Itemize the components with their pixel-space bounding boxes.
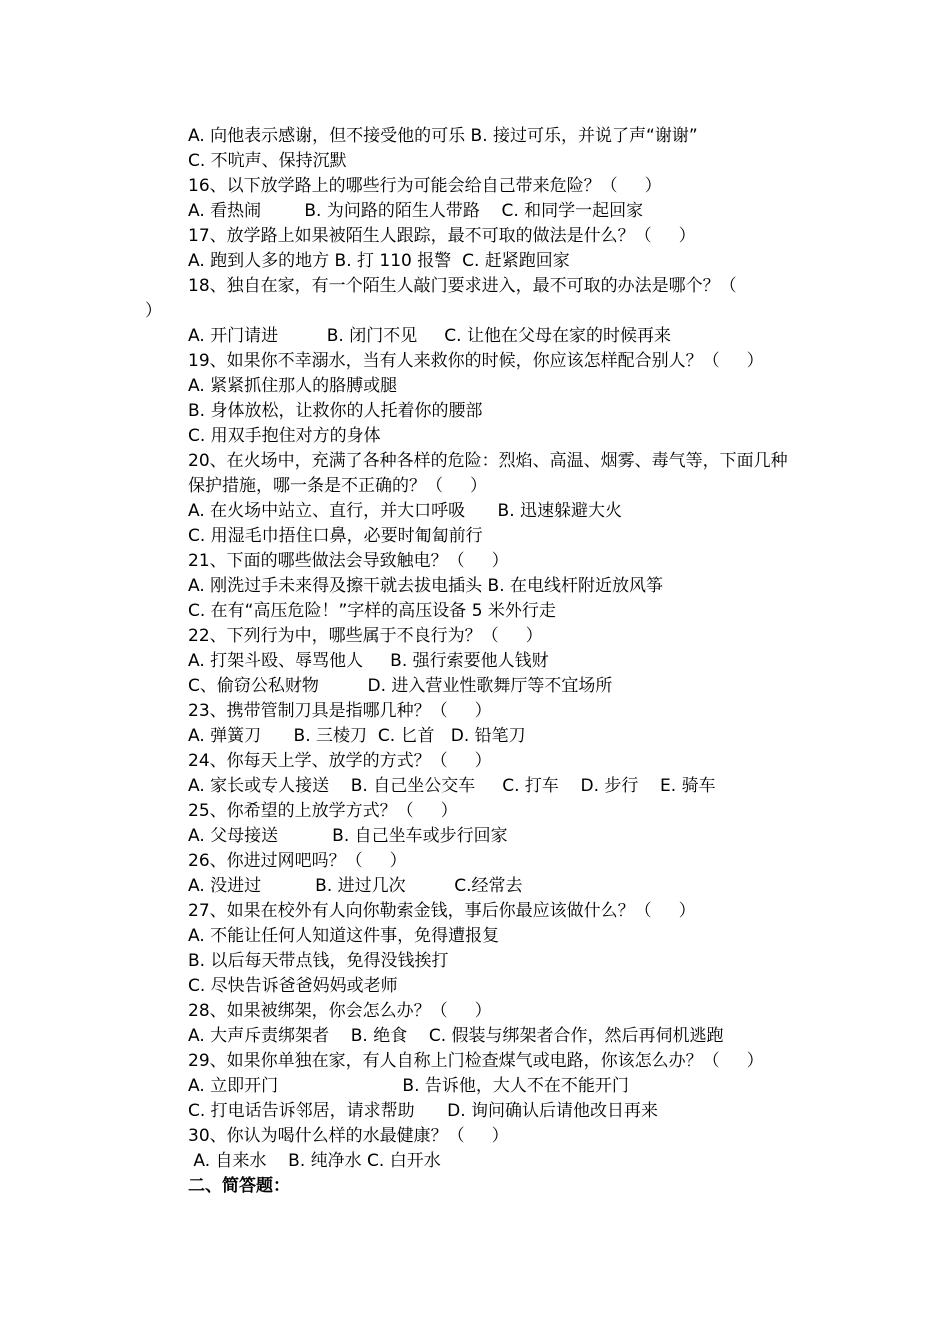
question-line: 17、放学路上如果被陌生人跟踪，最不可取的做法是什么？（ ） bbox=[188, 226, 696, 246]
text-line: A. 父母接送 B. 自己坐车或步行回家 bbox=[188, 826, 508, 846]
text-line: B. 以后每天带点钱，免得没钱挨打 bbox=[188, 951, 449, 971]
text-line: A. 立即开门 B. 告诉他，大人不在不能开门 bbox=[188, 1076, 629, 1096]
question-line: 28、如果被绑架，你会怎么办？（ ） bbox=[188, 1001, 492, 1021]
text-line: C、偷窃公私财物 D. 进入营业性歌舞厅等不宜场所 bbox=[188, 676, 613, 696]
text-line: A. 向他表示感谢，但不接受他的可乐 B. 接过可乐，并说了声“谢谢” bbox=[188, 126, 698, 146]
question-line: 25、你希望的上放学方式？（ ） bbox=[188, 801, 458, 821]
question-line: 24、你每天上学、放学的方式？（ ） bbox=[188, 751, 492, 771]
question-line: 16、以下放学路上的哪些行为可能会给自己带来危险？（ ） bbox=[188, 176, 662, 196]
text-line: C. 尽快告诉爸爸妈妈或老师 bbox=[188, 976, 398, 996]
text-line: A. 开门请进 B. 闭门不见 C. 让他在父母在家的时候再来 bbox=[188, 326, 671, 346]
question-line: 29、如果你单独在家，有人自称上门检查煤气或电路，你该怎么办？（ ） bbox=[188, 1051, 764, 1071]
question-line: 26、你进过网吧吗？（ ） bbox=[188, 851, 407, 871]
text-line: A. 刚洗过手未来得及擦干就去拔电插头 B. 在电线杆附近放风筝 bbox=[188, 576, 664, 596]
text-line: A. 没进过 B. 进过几次 C.经常去 bbox=[188, 876, 523, 896]
text-line: A. 打架斗殴、辱骂他人 B. 强行索要他人钱财 bbox=[188, 651, 549, 671]
text-line: A. 在火场中站立、直行，并大口呼吸 B. 迅速躲避大火 bbox=[188, 501, 623, 521]
question-line: 20、在火场中，充满了各种各样的危险：烈焰、高温、烟雾、毒气等，下面几种 bbox=[188, 451, 788, 471]
text-line: C. 用双手抱住对方的身体 bbox=[188, 426, 381, 446]
section-heading: 二、简答题： bbox=[188, 1176, 290, 1196]
question-line: 19、如果你不幸溺水，当有人来救你的时候，你应该怎样配合别人？（ ） bbox=[188, 351, 764, 371]
question-line: 18、独自在家，有一个陌生人敲门要求进入，最不可取的办法是哪个？（ bbox=[188, 276, 737, 296]
text-line: C. 不吭声、保持沉默 bbox=[188, 151, 347, 171]
question-line: 21、下面的哪些做法会导致触电？（ ） bbox=[188, 551, 509, 571]
text-line: A. 紧紧抓住那人的胳膊或腿 bbox=[188, 376, 398, 396]
question-line: 22、下列行为中，哪些属于不良行为？（ ） bbox=[188, 626, 543, 646]
text-line: ） bbox=[145, 301, 162, 321]
text-line: C. 在有“高压危险！”字样的高压设备 5 米外行走 bbox=[188, 601, 556, 621]
text-line: A. 看热闹 B. 为问路的陌生人带路 C. 和同学一起回家 bbox=[188, 201, 644, 221]
question-line: 27、如果在校外有人向你勒索金钱，事后你最应该做什么？（ ） bbox=[188, 901, 696, 921]
text-line: B. 身体放松，让救你的人托着你的腰部 bbox=[188, 401, 483, 421]
text-line: C. 用湿毛巾捂住口鼻，必要时匍匐前行 bbox=[188, 526, 483, 546]
text-line: A. 家长或专人接送 B. 自己坐公交车 C. 打车 D. 步行 E. 骑车 bbox=[188, 776, 716, 796]
text-line: 保护措施，哪一条是不正确的？（ ） bbox=[188, 476, 488, 496]
text-line: A. 不能让任何人知道这件事，免得遭报复 bbox=[188, 926, 500, 946]
text-line: A. 大声斥责绑架者 B. 绝食 C. 假装与绑架者合作，然后再伺机逃跑 bbox=[188, 1026, 724, 1046]
question-line: 23、携带管制刀具是指哪几种？（ ） bbox=[188, 701, 492, 721]
question-line: 30、你认为喝什么样的水最健康？（ ） bbox=[188, 1126, 509, 1146]
text-line: A. 弹簧刀 B. 三棱刀 C. 匕首 D. 铅笔刀 bbox=[188, 726, 526, 746]
text-line: C. 打电话告诉邻居，请求帮助 D. 询问确认后请他改日再来 bbox=[188, 1101, 658, 1121]
text-line: A. 跑到人多的地方 B. 打 110 报警 C. 赶紧跑回家 bbox=[188, 251, 570, 271]
text-line: A. 自来水 B. 纯净水 C. 白开水 bbox=[188, 1151, 441, 1171]
